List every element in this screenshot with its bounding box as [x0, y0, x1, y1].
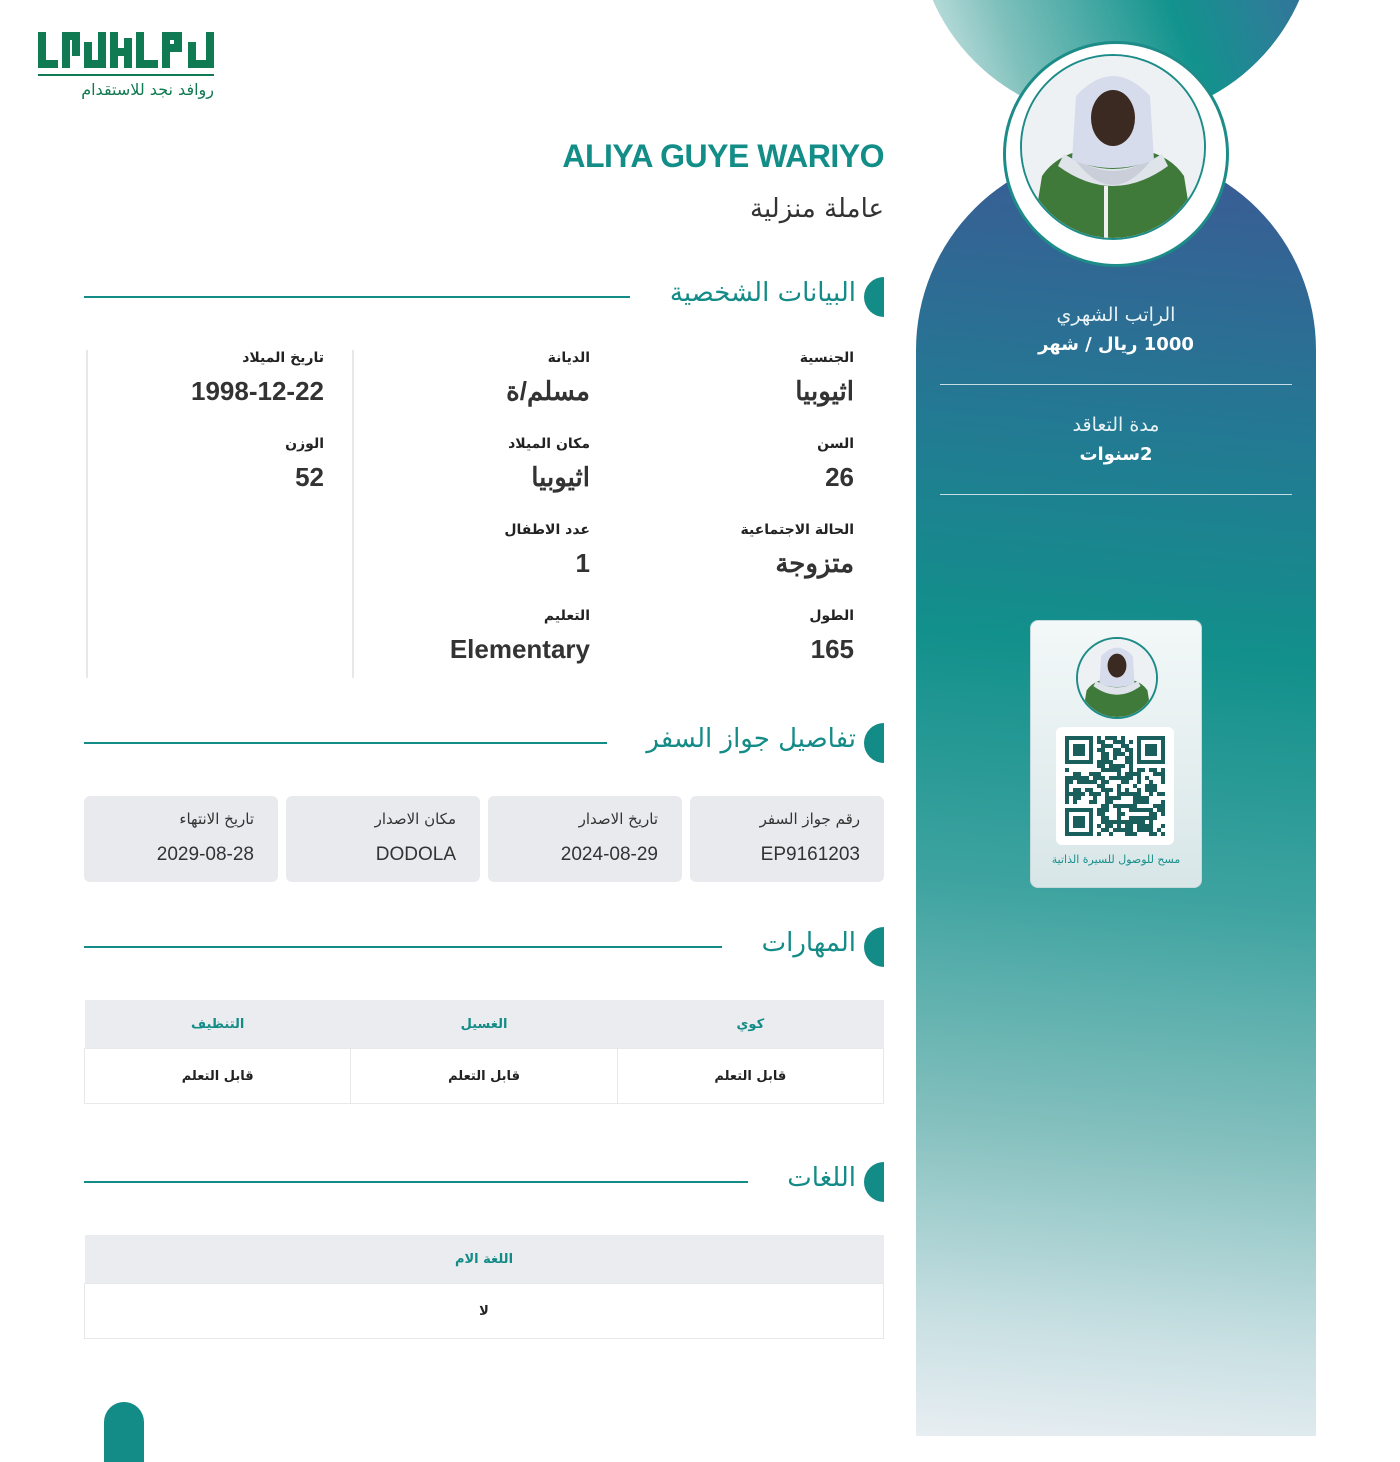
candidate-name: ALIYA GUYE WARIYO — [562, 138, 884, 174]
sidebar-divider — [940, 494, 1292, 495]
table-cell: قابل التعلم — [351, 1049, 617, 1104]
card-label: تاريخ الاصدار — [578, 810, 658, 828]
table-header: اللغة الام — [85, 1235, 884, 1284]
table-row — [85, 1284, 884, 1339]
profile-photo-frame — [1006, 44, 1226, 264]
section-languages-header — [84, 1161, 884, 1203]
field-label: الجنسية — [799, 350, 854, 366]
person-photo-icon — [1078, 639, 1156, 717]
field-value: 26 — [825, 462, 854, 492]
section-marker — [864, 1162, 884, 1202]
personal-column-2 — [352, 350, 620, 678]
field-label: السن — [817, 436, 854, 452]
field-label: تاريخ الميلاد — [242, 350, 324, 366]
personal-column-3 — [86, 350, 354, 678]
qr-caption: مسح للوصول للسيرة الذاتية — [1051, 853, 1181, 866]
table-cell: قابل التعلم — [85, 1049, 351, 1104]
field-label: الحالة الاجتماعية — [740, 522, 854, 538]
section-title: البيانات الشخصية — [669, 278, 856, 308]
section-rule — [84, 946, 722, 948]
skills-table — [84, 1000, 884, 1104]
qr-code[interactable] — [1056, 727, 1174, 845]
passport-expiry-card — [84, 796, 278, 882]
field-label: مكان الميلاد — [508, 436, 590, 452]
salary-label: الراتب الشهري — [1056, 304, 1176, 326]
contract-label: مدة التعاقد — [1072, 414, 1160, 436]
table-cell: قابل التعلم — [617, 1049, 883, 1104]
passport-issue-date-card — [488, 796, 682, 882]
passport-number-card — [690, 796, 884, 882]
field-value: مسلم/ة — [506, 376, 590, 406]
field-value: 1998-12-22 — [191, 376, 324, 406]
field-value: اثيوبيا — [531, 462, 590, 492]
birthdate-field — [191, 350, 324, 407]
logo-subtitle: روافد نجد للاستقدام — [81, 80, 214, 99]
field-label: التعليم — [543, 608, 590, 624]
personal-column-1 — [618, 350, 884, 678]
person-photo-icon — [1022, 56, 1204, 238]
section-marker — [864, 927, 884, 967]
birthplace-field — [508, 436, 590, 493]
qr-code-icon — [1056, 727, 1174, 845]
logo-mark-icon — [38, 28, 218, 78]
card-value: EP9161203 — [760, 844, 860, 865]
table-header-row — [85, 1235, 884, 1284]
table-header: الغسيل — [351, 1000, 617, 1049]
children-field — [504, 522, 590, 579]
company-logo — [38, 28, 218, 108]
field-value: Elementary — [449, 634, 590, 664]
card-value: 2029-08-28 — [156, 844, 254, 865]
page-continuation-marker — [104, 1402, 144, 1462]
nationality-field — [795, 350, 854, 407]
section-personal-header — [84, 276, 884, 318]
table-header: كوي — [617, 1000, 883, 1049]
field-value: 165 — [810, 634, 854, 664]
section-skills-header — [84, 926, 884, 968]
section-passport-header — [84, 722, 884, 764]
section-marker — [864, 277, 884, 317]
section-title: المهارات — [761, 928, 856, 958]
qr-avatar — [1076, 637, 1158, 719]
field-label: عدد الاطفال — [504, 522, 590, 538]
card-label: رقم جواز السفر — [759, 810, 860, 828]
table-header: التنظيف — [85, 1000, 351, 1049]
profile-photo — [1020, 54, 1206, 240]
salary-info — [940, 304, 1292, 355]
field-label: الديانة — [547, 350, 590, 366]
section-rule — [84, 742, 607, 744]
qr-card[interactable] — [1030, 620, 1202, 888]
field-label: الوزن — [285, 436, 324, 452]
marital-status-field — [741, 522, 854, 579]
table-cell: لا — [85, 1284, 884, 1339]
age-field — [817, 436, 854, 493]
education-field — [450, 608, 590, 665]
card-label: تاريخ الانتهاء — [179, 810, 254, 828]
table-row — [85, 1049, 884, 1104]
job-title: عاملة منزلية — [750, 194, 884, 224]
field-value: متزوجة — [775, 548, 854, 578]
card-value: 2024-08-29 — [560, 844, 658, 865]
salary-value: 1000 ريال / شهر — [1038, 334, 1194, 355]
field-value: اثيوبيا — [795, 376, 854, 406]
contract-info — [940, 414, 1292, 465]
section-title: تفاصيل جواز السفر — [646, 724, 856, 754]
section-title: اللغات — [787, 1163, 856, 1193]
card-value: DODOLA — [375, 844, 456, 865]
field-value: 52 — [295, 462, 324, 492]
field-label: الطول — [809, 608, 854, 624]
religion-field — [506, 350, 590, 407]
sidebar-divider — [940, 384, 1292, 385]
section-rule — [84, 1181, 748, 1183]
section-rule — [84, 296, 630, 298]
languages-table — [84, 1235, 884, 1339]
weight-field — [285, 436, 324, 493]
card-label: مكان الاصدار — [374, 810, 456, 828]
field-value: 1 — [575, 548, 590, 578]
table-header-row — [85, 1000, 884, 1049]
height-field — [809, 608, 854, 665]
section-marker — [864, 723, 884, 763]
passport-issue-place-card — [286, 796, 480, 882]
contract-value: 2سنوات — [1079, 444, 1153, 465]
